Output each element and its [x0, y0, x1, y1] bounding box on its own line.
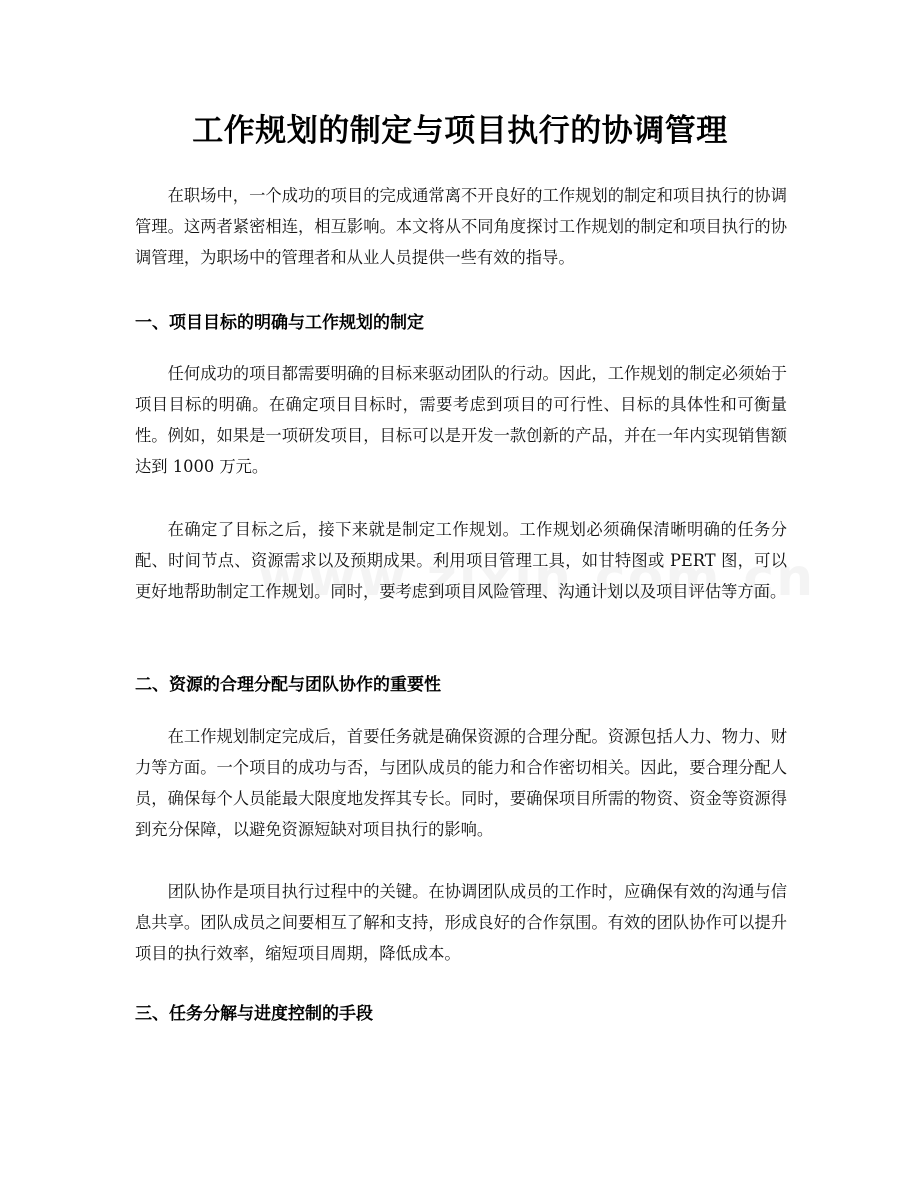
document-title: 工作规划的制定与项目执行的协调管理 — [192, 113, 728, 149]
intro-paragraph: 在职场中，一个成功的项目的完成通常离不开良好的工作规划的制定和项目执行的协调管理。这两者紧密相连，相互影响。本文将从不同角度探讨工作规划的制定和项目执行的协调管理，为职场中的管理者和从业人员提供一些有效的指导。 — [135, 186, 787, 267]
section-2-heading: 二、资源的合理分配与团队协作的重要性 — [135, 675, 441, 695]
section-1-paragraph-1: 任何成功的项目都需要明确的目标来驱动团队的行动。因此，工作规划的制定必须始于项目目标的明确。在确定项目目标时，需要考虑到项目的可行性、目标的具体性和可衡量性。例如，如果是一项研发项目，目标可以是开发一款创新的产品，并在一年内实现销售额达到 1000 万元。 — [135, 364, 787, 476]
section-2-paragraph-1: 在工作规划制定完成后，首要任务就是确保资源的合理分配。资源包括人力、物力、财力等方面。一个项目的成功与否，与团队成员的能力和合作密切相关。因此，要合理分配人员，确保每个人员能最大限度地发挥其专长。同时，要确保项目所需的物资、资金等资源得到充分保障，以避免资源短缺对项目执行的影响。 — [135, 727, 787, 839]
section-1-paragraph-2: 在确定了目标之后，接下来就是制定工作规划。工作规划必须确保清晰明确的任务分配、时间节点、资源需求以及预期成果。利用项目管理工具，如甘特图或 PERT 图，可以更好地帮助制定工作规划。同时，要考虑到项目风险管理、沟通计划以及项目评估等方面。 — [135, 520, 787, 601]
section-3-heading: 三、任务分解与进度控制的手段 — [135, 1004, 373, 1024]
section-2-paragraph-2: 团队协作是项目执行过程中的关键。在协调团队成员的工作时，应确保有效的沟通与信息共享。团队成员之间要相互了解和支持，形成良好的合作氛围。有效的团队协作可以提升项目的执行效率，缩短项目周期，降低成本。 — [135, 882, 787, 963]
section-1-heading: 一、项目目标的明确与工作规划的制定 — [135, 313, 424, 333]
